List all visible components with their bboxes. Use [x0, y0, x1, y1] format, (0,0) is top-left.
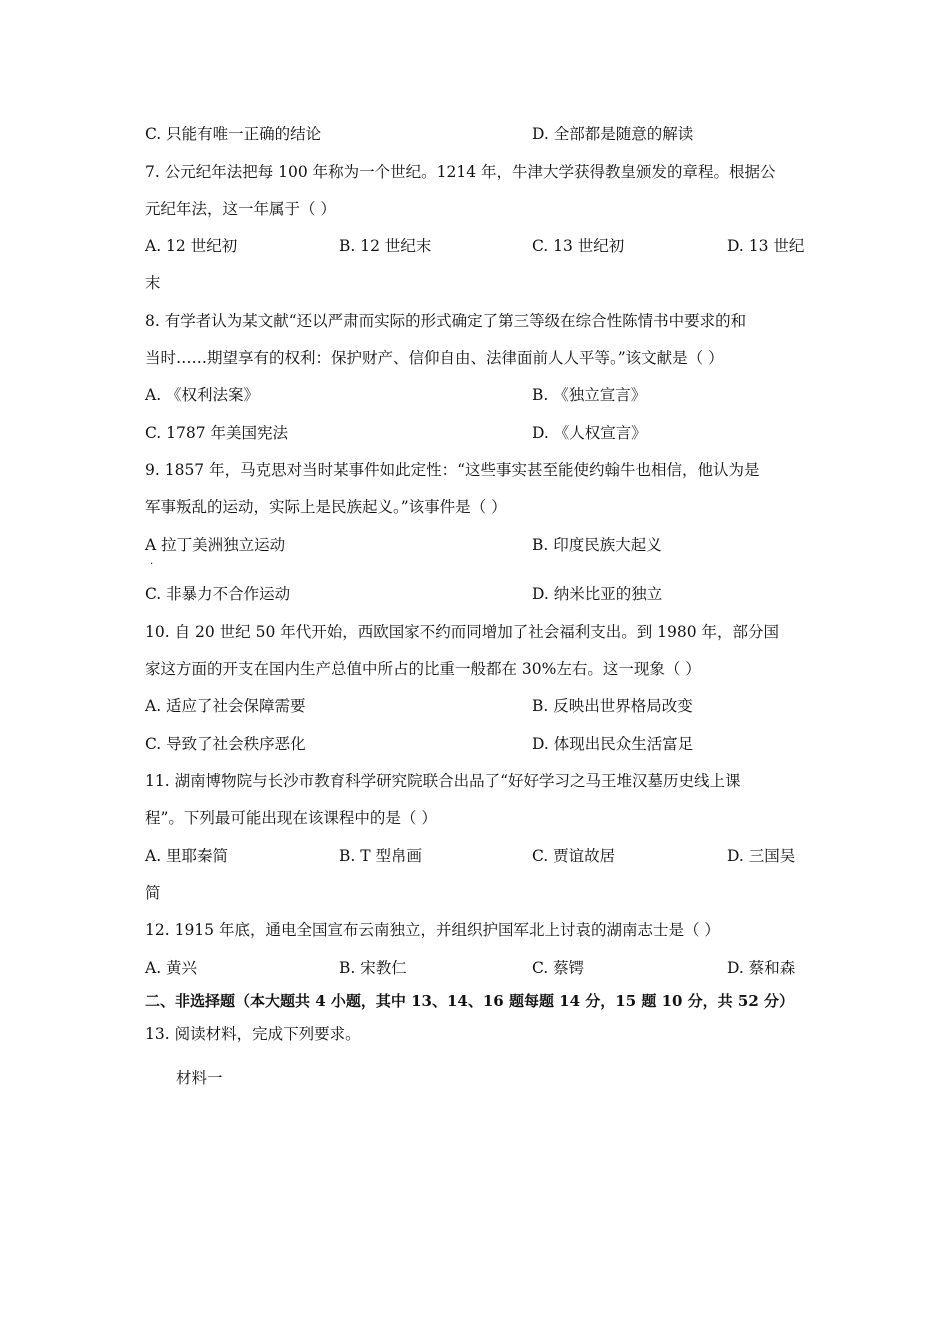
q7-stem-line2: 元纪年法，这一年属于（ ） — [145, 200, 336, 218]
q13-stem: 13. 阅读材料，完成下列要求。 — [145, 1025, 361, 1043]
q10-option-b: B. 反映出世界格局改变 — [532, 697, 693, 715]
q10-option-c: C. 导致了社会秩序恶化 — [145, 735, 306, 753]
q8-stem-line1: 8. 有学者认为某文献“还以严肃而实际的形式确定了第三等级在综合性陈情书中要求的和 — [145, 312, 747, 330]
q9-stem-line1: 9. 1857 年，马克思对当时某事件如此定性：“这些事实甚至能使约翰牛也相信，他认为是 — [145, 461, 760, 479]
q9-option-b: B. 印度民族大起义 — [532, 536, 662, 554]
q9-option-a: A 拉丁美洲独立运动 — [145, 536, 286, 554]
q10-stem-line2: 家这方面的开支在国内生产总值中所占的比重一般都在 30%左右。这一现象（ ） — [145, 660, 701, 678]
q6-option-d: D. 全部都是随意的解读 — [532, 125, 694, 143]
q11-stem-line1: 11. 湖南博物院与长沙市教育科学研究院联合出品了“好好学习之马王堆汉墓历史线上课 — [145, 772, 741, 790]
q11-option-d: D. 三国吴 — [727, 847, 796, 865]
q7-option-b: B. 12 世纪末 — [339, 237, 432, 255]
q9-option-c: C. 非暴力不合作运动 — [145, 585, 291, 603]
q11-option-b: B. T 型帛画 — [339, 847, 423, 865]
q12-option-c: C. 蔡锷 — [532, 959, 585, 977]
q10-option-a: A. 适应了社会保障需要 — [145, 697, 306, 715]
q11-option-d-continued: 简 — [145, 884, 161, 902]
q7-stem-line1: 7. 公元纪年法把每 100 年称为一个世纪。1214 年，牛津大学获得教皇颁发的章程。根据公 — [145, 163, 776, 181]
q7-option-d: D. 13 世纪 — [727, 237, 805, 255]
q9-stem-line2: 军事叛乱的运动，实际上是民族起义。”该事件是（ ） — [145, 498, 507, 516]
q11-option-a: A. 里耶秦简 — [145, 847, 229, 865]
q6-option-c: C. 只能有唯一正确的结论 — [145, 125, 322, 143]
q11-stem-line2: 程”。下列最可能出现在该课程中的是（ ） — [145, 809, 437, 827]
q9-option-d: D. 纳米比亚的独立 — [532, 585, 663, 603]
q8-option-a: A. 《权利法案》 — [145, 386, 260, 404]
q9-option-a-dot: . — [150, 556, 154, 567]
q8-option-b: B. 《独立宣言》 — [532, 386, 647, 404]
q8-option-d: D. 《人权宣言》 — [532, 424, 647, 442]
q8-option-c: C. 1787 年美国宪法 — [145, 424, 289, 442]
q12-option-b: B. 宋教仁 — [339, 959, 407, 977]
q8-stem-line2: 当时……期望享有的权利：保护财产、信仰自由、法律面前人人平等。”该文献是（ ） — [145, 349, 724, 367]
q11-option-c: C. 贾谊故居 — [532, 847, 616, 865]
q7-option-a: A. 12 世纪初 — [145, 237, 238, 255]
q12-option-d: D. 蔡和森 — [727, 959, 796, 977]
q13-material-label: 材料一 — [176, 1069, 223, 1087]
q10-stem-line1: 10. 自 20 世纪 50 年代开始，西欧国家不约而同增加了社会福利支出。到 1980 年，部分国 — [145, 623, 780, 641]
q12-stem: 12. 1915 年底，通电全国宣布云南独立，并组织护国军北上讨袁的湖南志士是（ ） — [145, 921, 720, 939]
q7-option-c: C. 13 世纪初 — [532, 237, 625, 255]
section2-heading: 二、非选择题（本大题共 4 小题，其中 13、14、16 题每题 14 分，15 题 10 分，共 52 分） — [145, 992, 795, 1010]
q12-option-a: A. 黄兴 — [145, 959, 198, 977]
q10-option-d: D. 体现出民众生活富足 — [532, 735, 694, 753]
q7-option-d-continued: 末 — [145, 274, 161, 292]
